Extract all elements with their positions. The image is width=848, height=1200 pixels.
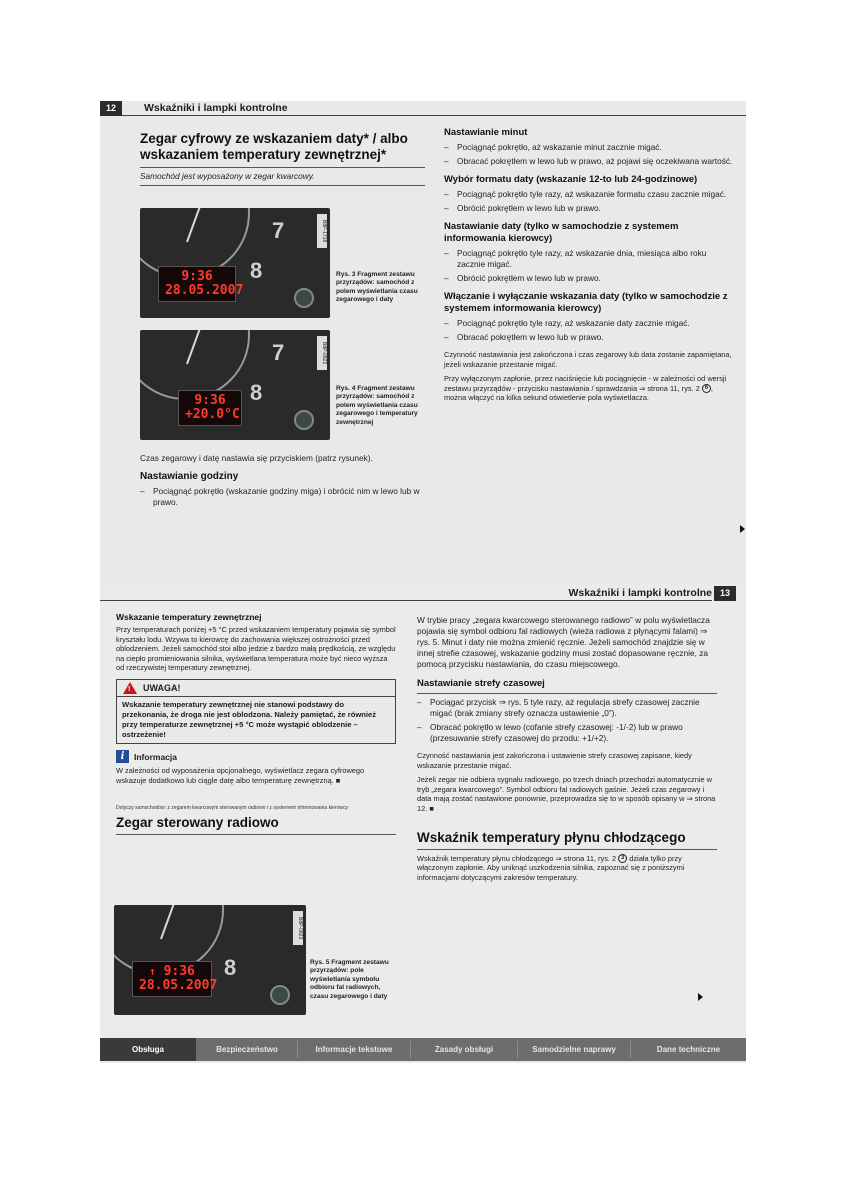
left-column-text: [140, 453, 420, 508]
header-title: Wskaźniki i lampki kontrolne: [144, 102, 288, 114]
figure-3: [140, 208, 330, 318]
right-column: [417, 615, 717, 882]
list-item: – Obrócić pokrętłem w lewo lub w prawo.: [444, 273, 734, 284]
gauge-digit: 7: [272, 340, 285, 365]
coolant-text-a: Wskaźnik temperatury płynu chłodzącego ⇒ strona 11, rys. 2: [417, 853, 617, 863]
list-item: – Obracać pokrętłem w lewo lub w prawo.: [444, 332, 734, 343]
header-title: Wskaźniki i lampki kontrolne: [568, 587, 712, 599]
hours-list: [140, 486, 420, 508]
ignition-text: [444, 374, 734, 403]
lcd-display: [178, 390, 242, 426]
callout-badge: 3: [618, 854, 627, 863]
gauge-digit: 8: [224, 955, 237, 980]
lcd-time: 9:36: [181, 269, 213, 284]
divider: [140, 167, 425, 168]
format-heading: Wybór formatu daty (wskazanie 12-to lub 24-godzinowe): [444, 174, 698, 185]
warning-header: ! UWAGA!: [117, 680, 395, 697]
list-item: – Pociągnąć pokrętło (wskazanie godziny miga) i obrócić nim w lewo lub w prawo.: [140, 486, 420, 508]
figure-4-caption: Rys. 4 Fragment zestawu przyrządów: samochód z polem wyświetlania czasu zegarowego i temperatury zewnętrznej: [336, 385, 418, 426]
section-heading: Zegar cyfrowy ze wskazaniem daty* / albo wskazaniem temperatury zewnętrznej*: [140, 131, 408, 162]
zone-done: Czynność nastawiania jest zakończona i ustawienie strefy czasowej zapisane, kiedy wskazanie przestanie migać.: [417, 751, 692, 770]
nav-samodzielne-naprawy[interactable]: Samodzielne naprawy: [532, 1045, 616, 1054]
page-number: 12: [100, 101, 122, 116]
continue-arrow-icon: [698, 993, 703, 1001]
adjust-knob-icon: [294, 410, 314, 430]
lcd-date: 28.05.2007: [139, 978, 218, 993]
divider: [417, 849, 717, 850]
applicability-note: Dotyczy samochodów: z zegarem kwarcowym sterowanym radiowo i z systemem informowania kierowcy: [116, 805, 349, 812]
done-text: Czynność nastawiania jest zakończona i czas zegarowy lub data zostanie zapamiętana, jeżeli wskazanie przestanie migać.: [444, 350, 732, 369]
continue-arrow-icon: [740, 525, 745, 533]
coolant-heading: Wskaźnik temperatury płynu chłodzącego: [417, 829, 686, 845]
header-rule: [122, 115, 746, 116]
info-icon: i: [116, 750, 129, 763]
gauge-digit: 8: [250, 380, 263, 405]
zone-note: Jeżeli zegar nie odbiera sygnału radiowego, po trzech dniach przechodzi automatycznie w tryb „zegara kwarcowego”. Symbol odbioru fal radiowych gaśnie. Jeżeli czas zegarowy i data mają zostać nastawione ponownie, przeprowadza się to w sposób opisany w ⇒ strona 12. ■: [417, 775, 716, 813]
lcd-temperature: +20.0°C: [185, 407, 240, 422]
coolant-text-b: działa tylko przy włączonym zapłonie. Aby uniknąć uszkodzenia silnika, zapoznać się z poniższymi informacjami dotyczącymi zakresów temperatury.: [417, 853, 685, 882]
date-list: [444, 248, 734, 284]
list-item: – Pociągnąć pokrętło tyle razy, aż wskazanie formatu czasu zacznie migać.: [444, 189, 734, 200]
page-header: [100, 585, 746, 601]
page-12: [100, 101, 746, 583]
figure-4: [140, 330, 330, 440]
lcd-date: 28.05.2007: [165, 283, 244, 298]
temp-heading: Wskazanie temperatury zewnętrznej: [116, 612, 262, 622]
callout-badge: 6: [702, 384, 711, 393]
list-item: – Pociągnąć pokrętło, aż wskazanie minut zacznie migać.: [444, 142, 734, 153]
date-heading: Nastawianie daty (tylko w samochodzie z systemem informowania kierowcy): [444, 221, 679, 244]
radio-heading: Zegar sterowany radiowo: [116, 815, 279, 831]
radio-text: W trybie pracy „zegara kwarcowego sterowanego radiowo” w polu wyświetlacza pojawia się symbol odbioru fal radiowych (wieża radiowa z płynącymi falami) ⇒ rys. 5. Minut i daty nie można zmienić ręcznie. Jeżeli samochód znajdzie się w innej strefie czasowej, wskazanie godziny musi zostać dopasowane ręcznie, za pomocą przycisku nastawiania, do czasu miejscowego.: [417, 615, 710, 669]
list-item: – Pociągnąć pokrętło tyle razy, aż wskazanie dnia, miesiąca albo roku zacznie migać.: [444, 248, 734, 270]
lcd-time: 9:36: [163, 964, 195, 979]
warning-title: UWAGA!: [143, 682, 181, 693]
page-13: [100, 583, 746, 1063]
figure-5: [114, 905, 306, 1015]
nav-dane-techniczne[interactable]: Dane techniczne: [656, 1045, 721, 1054]
page-number: 13: [714, 586, 736, 601]
nav-bezpieczenstwo[interactable]: Bezpieczeństwo: [216, 1045, 278, 1054]
warning-box: [116, 679, 396, 744]
header-rule: [100, 600, 712, 601]
nav-obsluga[interactable]: Obsługa: [100, 1038, 196, 1061]
zone-list: [417, 697, 717, 744]
ignition-text-b: , można włączyć na kilka sekund oświetlenie pola wyświetlacza.: [444, 383, 713, 403]
gauge-digit: 7: [272, 218, 285, 243]
divider: [417, 693, 717, 694]
lcd-time: 9:36: [194, 393, 226, 408]
temp-text: Przy temperaturach poniżej +5 °C przed wskazaniem temperatury pojawia się symbol kryształu lodu. Wzywa to kierowcę do zachowania większej ostrożności przed oblodzeniem. Jeżeli samochód stoi albo jedzie z bardzo małą prędkością, ze względu na ciepło promieniowania silnika, wyświetlana temperatura może być nieco wyższa od rzeczywistej temperatury zewnętrznej.: [116, 625, 396, 673]
format-list: [444, 189, 734, 214]
info-title: Informacja: [134, 751, 177, 762]
figure-code: B8P-0822: [317, 336, 327, 370]
list-item: – Obracać pokrętłem w lewo lub w prawo, aż pojawi się oczekiwana wartość.: [444, 156, 734, 167]
coolant-text: [417, 854, 717, 883]
hours-heading: Nastawianie godziny: [140, 471, 239, 482]
gauge-digit: 8: [250, 258, 263, 283]
onoff-heading: Włączanie i wyłączanie wskazania daty (tylko w samochodzie z systemem informowania kierowcy): [444, 291, 728, 314]
page-header: [100, 101, 746, 117]
lcd-display: [132, 961, 218, 997]
set-text: Czas zegarowy i datę nastawia się przyciskiem (patrz rysunek).: [140, 453, 373, 463]
minutes-heading: Nastawianie minut: [444, 127, 528, 138]
divider: [140, 185, 425, 186]
radio-signal-icon: ↑: [149, 965, 156, 978]
adjust-knob-icon: [270, 985, 290, 1005]
list-item: – Obrócić pokrętłem w lewo lub w prawo.: [444, 203, 734, 214]
lcd-display: [158, 266, 244, 302]
warning-text: Wskazanie temperatury zewnętrznej nie stanowi podstawy do przekonania, że droga nie jest oblodzona. Należy pamiętać, że również przy temperaturze zewnętrznej +5 °C może wystąpić oblodzenie – ostrzeżenie!: [122, 699, 377, 739]
figure-3-caption: Rys. 3 Fragment zestawu przyrządów: samochód z polem wyświetlania czasu zegarowego i daty: [336, 271, 418, 304]
info-text: W zależności od wyposażenia opcjonalnego, wyświetlacz zegara cyfrowego wskazuje dodatkowo lub ciągle datę albo temperaturę zewnętrzną. ■: [116, 765, 365, 785]
figure-code: B8P-0823: [293, 911, 303, 945]
zone-heading: Nastawianie strefy czasowej: [417, 678, 545, 689]
figure-5-caption: Rys. 5 Fragment zestawu przyrządów: pole wyświetlania symbolu odbioru fal radiowych, czasu zegarowego i daty: [310, 959, 389, 1000]
figure-code: B8P-1718: [317, 214, 327, 248]
intro-text: Samochód jest wyposażony w zegar kwarcowy.: [140, 171, 315, 181]
ignition-text-a: Przy wyłączonym zapłonie, przez naciśnięcie lub pociągnięcie - w zależności od wersji zestawu przyrządów - przycisku nastawiania / sprawdzania ⇒ strona 11, rys. 2: [444, 374, 727, 393]
info-header: [116, 750, 396, 764]
onoff-list: [444, 318, 734, 343]
list-item: – Obracać pokrętło w lewo (cofanie strefy czasowej: -1/-2) lub w prawo (przesuwanie strefy czasowej do przodu: +1/+2).: [417, 722, 717, 744]
nav-informacje-tekstowe[interactable]: Informacje tekstowe: [315, 1045, 393, 1054]
minutes-list: [444, 142, 734, 167]
adjust-knob-icon: [294, 288, 314, 308]
chapter-nav: [100, 1038, 746, 1061]
nav-zasady-obslugi[interactable]: Zasady obsługi: [434, 1045, 494, 1054]
list-item: – Pociągać przycisk ⇒ rys. 5 tyle razy, aż regulacja strefy czasowej zacznie migać (brak zmiany strefy oznacza ustawienie „0”).: [417, 697, 717, 719]
left-column: [140, 131, 425, 189]
divider: [116, 834, 396, 835]
left-column: [116, 611, 396, 838]
list-item: – Pociągnąć pokrętło tyle razy, aż wskazanie daty zacznie migać.: [444, 318, 734, 329]
right-column: [444, 127, 734, 403]
